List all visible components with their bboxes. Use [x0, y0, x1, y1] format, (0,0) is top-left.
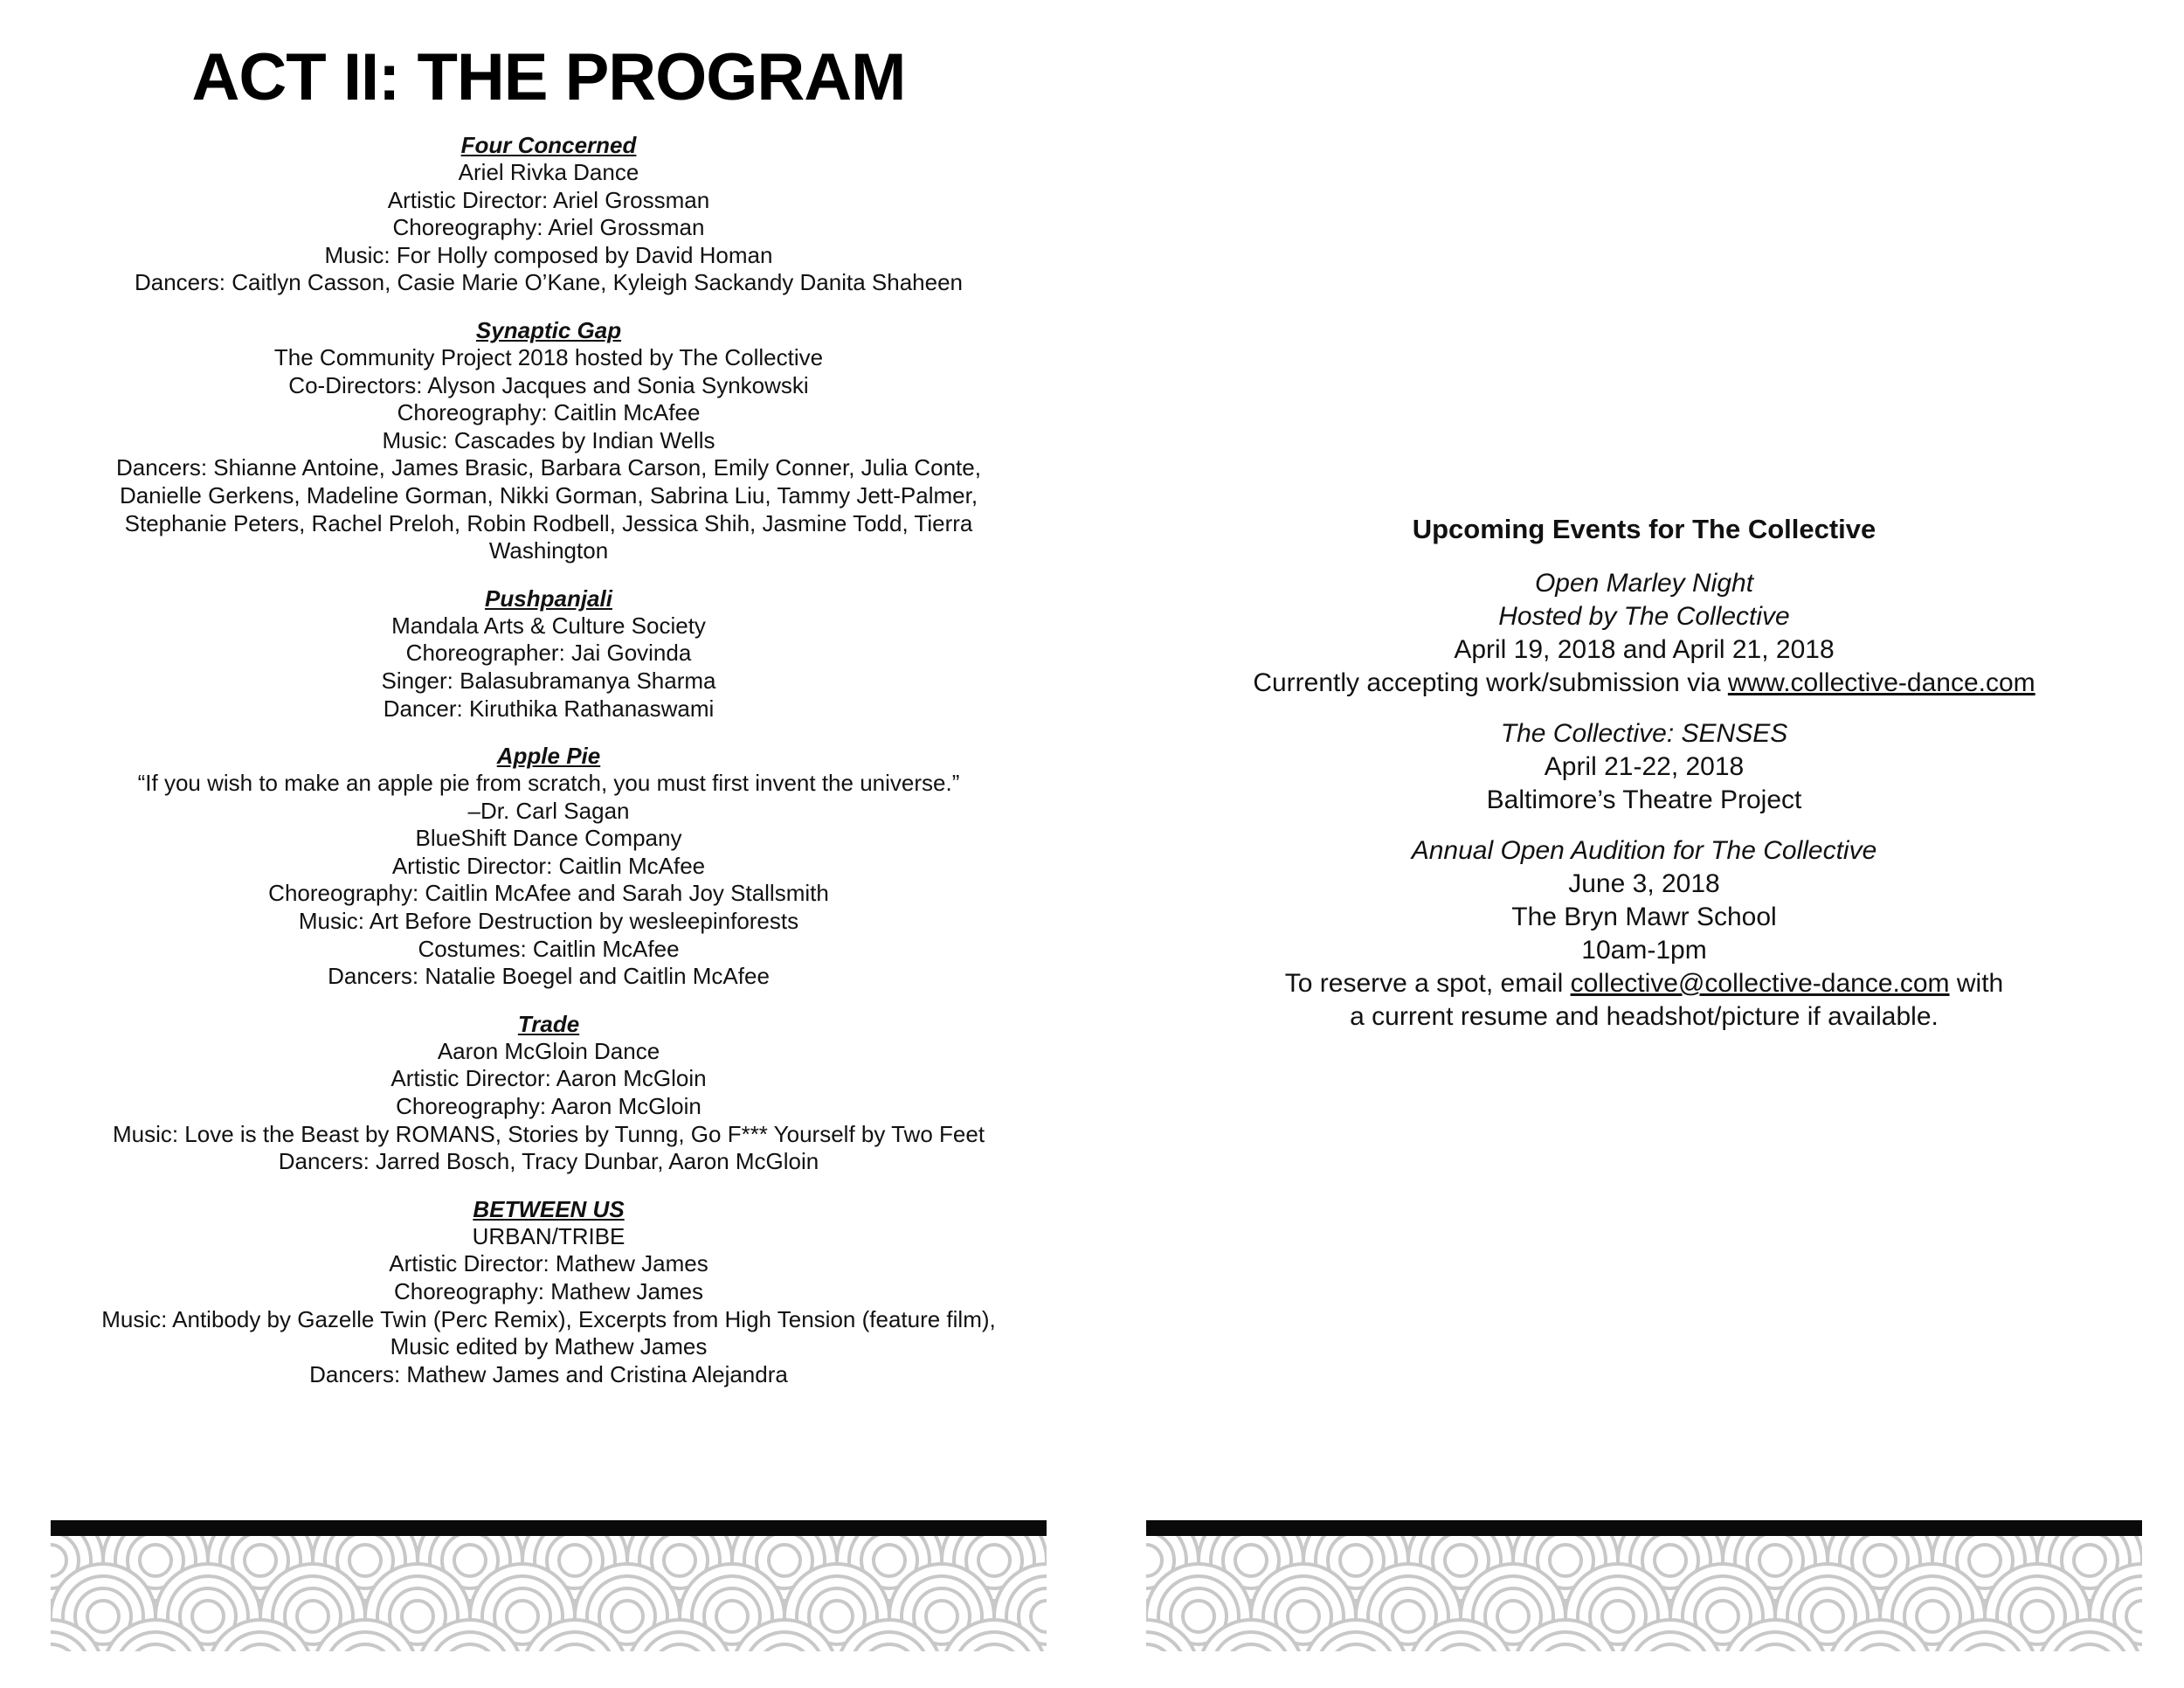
event-audition — [1146, 834, 2142, 1034]
footer-band-left — [51, 1520, 1047, 1651]
event-name: The Collective: SENSES — [1500, 719, 1788, 748]
piece-title: Pushpanjali — [485, 585, 612, 612]
website-link[interactable]: www.collective-dance.com — [1727, 668, 2035, 697]
piece-title: Trade — [517, 1010, 580, 1037]
piece-credit: The Community Project 2018 hosted by The Collective — [273, 343, 824, 370]
event-time: 10am-1pm — [1581, 936, 1707, 965]
piece-credit: Artistic Director: Ariel Grossman — [387, 186, 710, 213]
page-title: ACT II: THE PROGRAM — [191, 40, 906, 114]
piece-credit: Choreography: Mathew James — [393, 1278, 704, 1304]
piece-credit: Choreography: Ariel Grossman — [392, 214, 705, 241]
piece-credit: Dancers: Natalie Boegel and Caitlin McAfee — [328, 963, 770, 990]
program-piece — [51, 1195, 1047, 1389]
event-host: Hosted by The Collective — [1498, 602, 1790, 631]
event-senses — [1146, 717, 2142, 817]
left-page — [51, 0, 1047, 1688]
piece-credit: Aaron McGloin Dance — [437, 1037, 660, 1064]
program-piece — [51, 316, 1047, 565]
piece-credit: Music: Cascades by Indian Wells — [382, 426, 715, 453]
piece-credit: Stephanie Peters, Rachel Preloh, Robin Rodbell, Jessica Shih, Jasmine Todd, Tierra — [124, 509, 973, 536]
piece-credit: Artistic Director: Mathew James — [389, 1250, 708, 1277]
piece-credit: Singer: Balasubramanya Sharma — [381, 667, 716, 694]
piece-credit: Choreographer: Jai Govinda — [405, 640, 692, 667]
piece-credit: Costumes: Caitlin McAfee — [418, 935, 680, 962]
piece-credit: Choreography: Caitlin McAfee — [397, 399, 701, 426]
piece-credit: Dancers: Jarred Bosch, Tracy Dunbar, Aaron McGloin — [278, 1148, 819, 1175]
event-dates: April 21-22, 2018 — [1544, 752, 1745, 781]
piece-credit: URBAN/TRIBE — [472, 1222, 625, 1249]
piece-credit: Choreography: Aaron McGloin — [396, 1093, 702, 1120]
upcoming-events — [1146, 512, 2142, 1051]
scallop-pattern — [1146, 1536, 2142, 1651]
piece-credit: Dancers: Mathew James and Cristina Alejandra — [309, 1360, 788, 1387]
piece-title: BETWEEN US — [473, 1195, 625, 1222]
piece-credit: Ariel Rivka Dance — [458, 159, 639, 185]
piece-credit: Dancers: Caitlyn Casson, Casie Marie O’Kane, Kyleigh Sackandy Danita Shaheen — [134, 269, 964, 296]
event-name: Annual Open Audition for The Collective — [1411, 836, 1877, 865]
event-reserve-detail: a current resume and headshot/picture if available. — [1350, 1002, 1939, 1031]
piece-credit: Music: For Holly composed by David Homan — [324, 241, 773, 268]
piece-credit: BlueShift Dance Company — [415, 825, 682, 852]
program-list — [51, 131, 1047, 1408]
event-name: Open Marley Night — [1534, 569, 1754, 598]
piece-credit: Mandala Arts & Culture Society — [391, 612, 706, 639]
piece-credit: Artistic Director: Aaron McGloin — [390, 1065, 707, 1092]
piece-credit: Music edited by Mathew James — [390, 1333, 708, 1360]
piece-credit: Choreography: Caitlin McAfee and Sarah Joy Stallsmith — [268, 880, 829, 907]
program-piece — [51, 585, 1047, 723]
right-page — [1146, 0, 2142, 1688]
event-submission — [1146, 667, 2142, 700]
reserve-text: To reserve a spot, email — [1284, 969, 1571, 998]
piece-title: Synaptic Gap — [475, 316, 622, 343]
footer-bar — [1146, 1520, 2142, 1536]
reserve-suffix: with — [1949, 969, 2004, 998]
piece-credit: “If you wish to make an apple pie from scratch, you must first invent the universe.” — [137, 770, 960, 797]
event-reserve — [1146, 967, 2142, 1000]
event-open-marley — [1146, 567, 2142, 700]
piece-credit: Music: Love is the Beast by ROMANS, Stories by Tunng, Go F*** Yourself by Two Feet — [112, 1120, 985, 1147]
piece-title: Apple Pie — [496, 743, 601, 770]
email-link[interactable]: collective@collective-dance.com — [1570, 969, 1950, 998]
piece-credit: Danielle Gerkens, Madeline Gorman, Nikki Gorman, Sabrina Liu, Tammy Jett-Palmer, — [119, 481, 978, 508]
piece-title: Four Concerned — [460, 132, 637, 158]
submission-text: Currently accepting work/submission via — [1253, 668, 1728, 697]
program-piece — [51, 131, 1047, 297]
program-piece — [51, 742, 1047, 991]
event-dates: June 3, 2018 — [1568, 869, 1720, 898]
piece-credit: Music: Antibody by Gazelle Twin (Perc Remix), Excerpts from High Tension (feature film), — [101, 1305, 996, 1332]
piece-credit: Music: Art Before Destruction by wesleepinforests — [298, 908, 799, 935]
piece-credit: Dancer: Kiruthika Rathanaswami — [383, 695, 715, 722]
footer-bar — [51, 1520, 1047, 1536]
event-venue: The Bryn Mawr School — [1511, 903, 1777, 931]
piece-credit: Washington — [488, 537, 609, 564]
footer-band-right — [1146, 1520, 2142, 1651]
scallop-pattern — [51, 1536, 1047, 1651]
piece-credit: Co-Directors: Alyson Jacques and Sonia Synkowski — [288, 371, 809, 398]
events-heading: Upcoming Events for The Collective — [1412, 514, 1876, 544]
piece-credit: Artistic Director: Caitlin McAfee — [391, 852, 706, 879]
event-venue: Baltimore’s Theatre Project — [1486, 785, 1802, 814]
event-dates: April 19, 2018 and April 21, 2018 — [1454, 635, 1835, 664]
piece-credit: Dancers: Shianne Antoine, James Brasic, Barbara Carson, Emily Conner, Julia Conte, — [116, 454, 981, 481]
piece-credit: –Dr. Carl Sagan — [467, 797, 630, 824]
program-piece — [51, 1010, 1047, 1176]
